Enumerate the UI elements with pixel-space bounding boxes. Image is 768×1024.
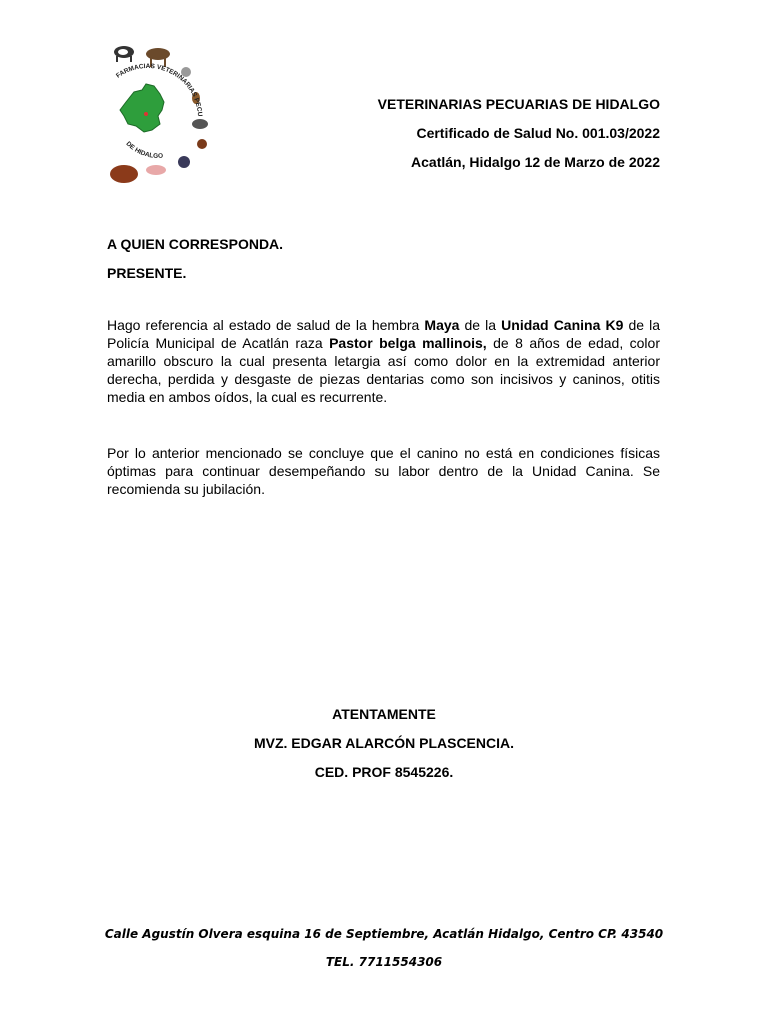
signer-name: MVZ. EDGAR ALARCÓN PLASCENCIA. xyxy=(253,735,515,751)
certificate-number: Certificado de Salud No. 001.03/2022 xyxy=(416,125,660,141)
salutation xyxy=(107,230,283,288)
footer-address: Calle Agustín Olvera esquina 16 de Septiembre, Acatlán Hidalgo, Centro CP. 43540 xyxy=(104,927,664,941)
logo-text-bottom: DE HIDALGO xyxy=(124,140,164,160)
p1-text-1: Hago referencia al estado de salud de la hembra xyxy=(107,317,425,333)
footer-phone: TEL. 7711554306 xyxy=(325,955,443,969)
footer xyxy=(0,920,768,976)
paragraph-1 xyxy=(107,316,660,406)
salutation-line-2: PRESENTE. xyxy=(107,265,187,281)
p1-text-4: de 8 años de edad, color amarillo obscuro la cual presenta letargia así como dolor en la extremidad anterior derecha, perdida y desgaste de piezas dentarias como son incisivos y caninos, otitis media en ambos oídos, la cual es recurrente. xyxy=(107,335,660,405)
paragraph-2: Por lo anterior mencionado se concluye que el canino no está en condiciones físicas óptimas para continuar desempeñando su labor dentro de la Unidad Canina. Se recomienda su jubilación. xyxy=(107,445,660,497)
salutation-line-1: A QUIEN CORRESPONDA. xyxy=(107,236,284,252)
unit-name: Unidad Canina K9 xyxy=(501,317,624,333)
logo-graphic xyxy=(104,40,222,192)
place-date: Acatlán, Hidalgo 12 de Marzo de 2022 xyxy=(411,154,660,170)
closing: ATENTAMENTE xyxy=(332,706,436,722)
p1-text-2: de la xyxy=(459,317,502,333)
p1-text-3: de la Policía Municipal de Acatlán raza xyxy=(107,317,660,351)
organization-name: VETERINARIAS PECUARIAS DE HIDALGO xyxy=(377,96,660,112)
dog-name: Maya xyxy=(424,317,460,333)
hidalgo-map xyxy=(120,84,164,132)
professional-license: CED. PROF 8545226. xyxy=(314,764,454,780)
letter-header xyxy=(378,90,660,177)
breed: Pastor belga mallinois, xyxy=(329,335,487,351)
logo xyxy=(104,40,222,192)
svg-text:DE HIDALGO xyxy=(125,140,164,160)
signature-block xyxy=(0,700,768,787)
logo-text-top: FARMACIAS VETERINARIAS PECU xyxy=(115,62,204,117)
